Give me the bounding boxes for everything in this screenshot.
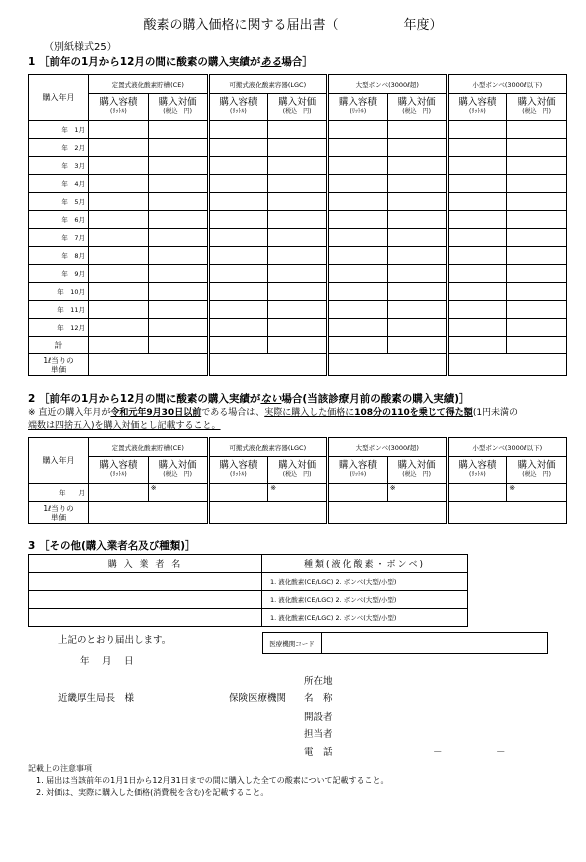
unit-price-cell[interactable] — [208, 502, 328, 524]
price-header — [268, 94, 328, 121]
price-cell[interactable] — [148, 283, 208, 301]
unit-price-label — [29, 354, 89, 376]
table-row — [29, 175, 567, 193]
capacity-cell[interactable] — [328, 265, 388, 283]
row-label: 年 1月 — [29, 121, 89, 139]
row-label: 年 3月 — [29, 157, 89, 175]
price-header — [507, 457, 567, 484]
price-cell[interactable] — [148, 337, 208, 354]
price-cell[interactable] — [387, 211, 447, 229]
capacity-cell[interactable] — [208, 484, 268, 502]
row-label: 年 8月 — [29, 247, 89, 265]
capacity-cell[interactable] — [447, 337, 507, 354]
price-label: 購入対価 — [158, 460, 197, 471]
table-row — [29, 301, 567, 319]
category-header: 小型ボンベ(3000ℓ以下) — [447, 438, 567, 457]
row-label-header: 購入年月 — [29, 438, 89, 484]
row-label: 年 2月 — [29, 139, 89, 157]
founder-label: 開設者 — [304, 712, 333, 723]
capacity-cell[interactable] — [89, 121, 149, 139]
row-label: 年 7月 — [29, 229, 89, 247]
price-cell[interactable] — [507, 229, 567, 247]
price-cell[interactable] — [507, 283, 567, 301]
capacity-cell[interactable] — [208, 337, 268, 354]
capacity-cell[interactable] — [328, 319, 388, 337]
vendor-row — [29, 591, 468, 609]
price-label: 購入対価 — [517, 460, 556, 471]
person-label: 担当者 — [304, 729, 333, 740]
capacity-cell[interactable] — [328, 247, 388, 265]
address-label: 所在地 — [304, 676, 333, 687]
kind-cell[interactable]: 1. 液化酸素(CE/LGC) 2. ボンベ(大型/小型) — [262, 591, 468, 609]
capacity-cell[interactable] — [328, 175, 388, 193]
table-row — [29, 319, 567, 337]
capacity-cell[interactable] — [208, 229, 268, 247]
unit-price-cell[interactable] — [328, 502, 448, 524]
price-label: 購入対価 — [278, 460, 317, 471]
capacity-cell[interactable] — [89, 337, 149, 354]
price-cell[interactable]: ※ — [148, 484, 208, 502]
unit-price-label-line: 単価 — [51, 512, 66, 522]
capacity-header — [328, 457, 388, 484]
institution-label: 保険医療機関 — [229, 693, 287, 704]
vendor-header-row — [29, 555, 468, 573]
price-header — [148, 94, 208, 121]
price-cell[interactable] — [507, 193, 567, 211]
price-cell[interactable] — [268, 175, 328, 193]
price-cell[interactable] — [268, 301, 328, 319]
price-cell[interactable] — [387, 139, 447, 157]
vendor-row — [29, 609, 468, 627]
capacity-label: 購入容積 — [338, 460, 377, 471]
price-cell[interactable] — [148, 265, 208, 283]
capacity-cell[interactable] — [208, 247, 268, 265]
price-cell[interactable] — [507, 139, 567, 157]
table-row — [29, 229, 567, 247]
form-number: （別紙様式25） — [44, 42, 117, 53]
capacity-cell[interactable] — [208, 265, 268, 283]
row-label: 年 月 — [29, 484, 89, 502]
purchase-table-2 — [28, 437, 567, 524]
unit-price-cell[interactable] — [89, 502, 209, 524]
row-label: 年 9月 — [29, 265, 89, 283]
header-row — [29, 75, 567, 94]
subheader-row — [29, 457, 567, 484]
vendor-table — [28, 554, 468, 627]
capacity-header — [328, 94, 388, 121]
capacity-unit: (ﾘｯﾄﾙ) — [230, 471, 247, 478]
header-row — [29, 438, 567, 457]
capacity-cell[interactable] — [328, 229, 388, 247]
capacity-cell[interactable] — [447, 157, 507, 175]
capacity-cell[interactable] — [89, 175, 149, 193]
capacity-cell[interactable] — [208, 319, 268, 337]
price-unit: (税込 円) — [522, 108, 551, 115]
price-label: 購入対価 — [278, 97, 317, 108]
table-row — [29, 247, 567, 265]
price-cell[interactable]: ※ — [268, 484, 328, 502]
vendor-name-cell[interactable] — [29, 591, 262, 609]
table-row — [29, 121, 567, 139]
price-cell[interactable] — [268, 157, 328, 175]
capacity-cell[interactable] — [328, 337, 388, 354]
price-cell[interactable] — [387, 229, 447, 247]
price-cell[interactable] — [387, 121, 447, 139]
table-row — [29, 484, 567, 502]
price-header — [387, 94, 447, 121]
price-cell[interactable] — [268, 139, 328, 157]
category-header: 大型ボンベ(3000ℓ超) — [328, 438, 448, 457]
capacity-cell[interactable] — [208, 139, 268, 157]
row-label: 年 6月 — [29, 211, 89, 229]
document-title: 酸素の購入価格に関する届出書（ 年度） — [143, 18, 443, 33]
price-label: 購入対価 — [397, 460, 436, 471]
row-label: 年 11月 — [29, 301, 89, 319]
table-row — [29, 211, 567, 229]
price-cell[interactable] — [268, 121, 328, 139]
capacity-label: 購入容積 — [99, 97, 138, 108]
price-cell[interactable]: ※ — [507, 484, 567, 502]
kind-cell[interactable]: 1. 液化酸素(CE/LGC) 2. ボンベ(大型/小型) — [262, 573, 468, 591]
vendor-name-cell[interactable] — [29, 609, 262, 627]
note-item: 1. 届出は当該前年の1月1日から12月31日までの間に購入した全ての酸素について記載すること。 — [36, 776, 389, 785]
capacity-cell[interactable] — [208, 157, 268, 175]
price-label: 購入対価 — [158, 97, 197, 108]
price-cell[interactable] — [268, 319, 328, 337]
price-header — [507, 94, 567, 121]
price-unit: (税込 円) — [402, 108, 431, 115]
price-unit: (税込 円) — [402, 471, 431, 478]
table-row — [29, 157, 567, 175]
notes — [28, 763, 389, 799]
price-cell[interactable]: ※ — [387, 484, 447, 502]
capacity-cell[interactable] — [328, 157, 388, 175]
price-cell[interactable] — [387, 247, 447, 265]
row-label: 年 4月 — [29, 175, 89, 193]
price-cell[interactable] — [148, 247, 208, 265]
price-header — [268, 457, 328, 484]
price-cell[interactable] — [387, 265, 447, 283]
capacity-cell[interactable] — [447, 229, 507, 247]
price-cell[interactable] — [507, 319, 567, 337]
capacity-unit: (ﾘｯﾄﾙ) — [349, 108, 367, 115]
price-unit: (税込 円) — [522, 471, 551, 478]
capacity-unit: (ﾘｯﾄﾙ) — [469, 108, 486, 115]
price-unit: (税込 円) — [163, 108, 192, 115]
price-cell[interactable] — [268, 229, 328, 247]
capacity-cell[interactable] — [447, 247, 507, 265]
price-cell[interactable] — [148, 193, 208, 211]
capacity-cell[interactable] — [447, 301, 507, 319]
capacity-cell[interactable] — [208, 175, 268, 193]
table-row — [29, 193, 567, 211]
declaration-text: 上記のとおり届出します。 — [58, 635, 172, 646]
institution-code-field[interactable] — [322, 633, 547, 653]
capacity-header — [447, 94, 507, 121]
capacity-cell[interactable] — [89, 229, 149, 247]
date-field[interactable]: 年 月 日 — [80, 656, 134, 667]
price-cell[interactable] — [387, 337, 447, 354]
note-item: 2. 対価は、実際に購入した価格(消費税を含む)を記載すること。 — [36, 788, 269, 797]
capacity-cell[interactable] — [89, 265, 149, 283]
institution-code-box — [262, 632, 548, 654]
section-3-title: 3 ［その他(購入業者名及び種類)］ — [28, 540, 196, 552]
unit-price-cell[interactable] — [447, 502, 567, 524]
capacity-cell[interactable] — [447, 175, 507, 193]
capacity-cell[interactable] — [328, 484, 388, 502]
capacity-cell[interactable] — [328, 283, 388, 301]
capacity-header — [89, 457, 149, 484]
category-header: 小型ボンベ(3000ℓ以下) — [447, 75, 567, 94]
price-cell[interactable] — [268, 265, 328, 283]
capacity-label: 購入容積 — [458, 97, 497, 108]
price-unit: (税込 円) — [282, 108, 312, 115]
price-cell[interactable] — [148, 229, 208, 247]
category-header: 定置式液化酸素貯槽(CE) — [89, 438, 209, 457]
capacity-cell[interactable] — [89, 247, 149, 265]
price-cell[interactable] — [387, 175, 447, 193]
capacity-cell[interactable] — [89, 484, 149, 502]
price-unit: (税込 円) — [163, 471, 192, 478]
price-header — [148, 457, 208, 484]
unit-price-cell[interactable] — [328, 354, 448, 376]
table-row — [29, 337, 567, 354]
price-unit: (税込 円) — [282, 471, 312, 478]
capacity-unit: (ﾘｯﾄﾙ) — [230, 108, 247, 115]
capacity-cell[interactable] — [89, 283, 149, 301]
row-label: 年 10月 — [29, 283, 89, 301]
price-cell[interactable] — [268, 193, 328, 211]
capacity-label: 購入容積 — [219, 460, 258, 471]
phone-dash-1: － — [433, 747, 443, 758]
price-label: 購入対価 — [517, 97, 556, 108]
unit-price-cell[interactable] — [208, 354, 328, 376]
price-cell[interactable] — [507, 121, 567, 139]
price-cell[interactable] — [387, 319, 447, 337]
phone-label: 電 話 — [304, 747, 333, 758]
capacity-header — [89, 94, 149, 121]
kind-col-header: 種類(液化酸素・ボンベ) — [262, 555, 468, 573]
vendor-col-header: 購 入 業 者 名 — [29, 555, 262, 573]
price-cell[interactable] — [507, 247, 567, 265]
unit-price-cell[interactable] — [89, 354, 209, 376]
capacity-cell[interactable] — [89, 301, 149, 319]
purchase-table-1 — [28, 74, 567, 376]
capacity-cell[interactable] — [447, 211, 507, 229]
unit-price-label-line: 1ℓ当りの — [43, 503, 74, 513]
row-label-header: 購入年月 — [29, 75, 89, 121]
capacity-cell[interactable] — [89, 193, 149, 211]
row-label: 年 12月 — [29, 319, 89, 337]
table-row — [29, 265, 567, 283]
capacity-cell[interactable] — [208, 121, 268, 139]
price-cell[interactable] — [387, 283, 447, 301]
section-2-note: ※ 直近の購入年月が令和元年9月30日以前である場合は、実際に購入した価格に108分の110を乗じて得た額(1円未満の 端数は四捨五入)を購入対価とし記載すること。 — [28, 408, 519, 431]
price-cell[interactable] — [148, 175, 208, 193]
price-cell[interactable] — [387, 301, 447, 319]
capacity-cell[interactable] — [208, 301, 268, 319]
capacity-header — [447, 457, 507, 484]
capacity-cell[interactable] — [328, 139, 388, 157]
unit-price-label-line: 1ℓ当りの — [43, 355, 74, 365]
kind-cell[interactable]: 1. 液化酸素(CE/LGC) 2. ボンベ(大型/小型) — [262, 609, 468, 627]
capacity-cell[interactable] — [328, 193, 388, 211]
notes-heading: 記載上の注意事項 — [28, 764, 92, 773]
price-cell[interactable] — [268, 283, 328, 301]
price-cell[interactable] — [507, 265, 567, 283]
capacity-cell[interactable] — [447, 265, 507, 283]
capacity-label: 購入容積 — [338, 97, 377, 108]
capacity-cell[interactable] — [89, 157, 149, 175]
price-cell[interactable] — [507, 211, 567, 229]
capacity-cell[interactable] — [328, 211, 388, 229]
vendor-row — [29, 573, 468, 591]
capacity-cell[interactable] — [89, 211, 149, 229]
capacity-header — [208, 457, 268, 484]
price-cell[interactable] — [268, 337, 328, 354]
capacity-cell[interactable] — [328, 121, 388, 139]
capacity-unit: (ﾘｯﾄﾙ) — [110, 471, 127, 478]
institution-code-label: 医療機関コード — [263, 633, 322, 653]
category-header: 大型ボンベ(3000ℓ超) — [328, 75, 448, 94]
capacity-cell[interactable] — [447, 139, 507, 157]
phone-dash-2: － — [496, 747, 506, 758]
unit-price-label — [29, 502, 89, 524]
price-cell[interactable] — [507, 175, 567, 193]
price-cell[interactable] — [148, 157, 208, 175]
capacity-label: 購入容積 — [219, 97, 258, 108]
table-row — [29, 139, 567, 157]
price-cell[interactable] — [148, 319, 208, 337]
capacity-unit: (ﾘｯﾄﾙ) — [349, 471, 367, 478]
addressee: 近畿厚生局長 様 — [58, 693, 135, 704]
price-cell[interactable] — [268, 247, 328, 265]
capacity-cell[interactable] — [447, 193, 507, 211]
section-1-title: 1 ［前年の1月から12月の間に酸素の購入実績がある場合］ — [28, 56, 313, 68]
unit-price-row — [29, 354, 567, 376]
price-cell[interactable] — [148, 121, 208, 139]
capacity-cell[interactable] — [208, 283, 268, 301]
capacity-unit: (ﾘｯﾄﾙ) — [110, 108, 127, 115]
price-cell[interactable] — [268, 211, 328, 229]
row-label: 年 5月 — [29, 193, 89, 211]
row-label: 計 — [29, 337, 89, 354]
capacity-cell[interactable] — [447, 121, 507, 139]
capacity-cell[interactable] — [89, 319, 149, 337]
capacity-cell[interactable] — [447, 283, 507, 301]
price-label: 購入対価 — [397, 97, 436, 108]
category-header: 可搬式液化酸素容器(LGC) — [208, 75, 328, 94]
price-cell[interactable] — [387, 193, 447, 211]
capacity-unit: (ﾘｯﾄﾙ) — [469, 471, 486, 478]
category-header: 可搬式液化酸素容器(LGC) — [208, 438, 328, 457]
price-cell[interactable] — [148, 211, 208, 229]
unit-price-cell[interactable] — [447, 354, 567, 376]
subheader-row — [29, 94, 567, 121]
section-2-title: 2 ［前年の1月から12月の間に酸素の購入実績がない場合(当該診療月前の酸素の購入実績)］ — [28, 393, 470, 405]
name-label: 名 称 — [304, 693, 333, 704]
price-cell[interactable] — [148, 139, 208, 157]
price-cell[interactable] — [507, 301, 567, 319]
capacity-label: 購入容積 — [99, 460, 138, 471]
unit-price-row — [29, 502, 567, 524]
vendor-name-cell[interactable] — [29, 573, 262, 591]
unit-price-label-line: 単価 — [51, 364, 66, 374]
capacity-cell[interactable] — [447, 319, 507, 337]
capacity-cell[interactable] — [89, 139, 149, 157]
price-cell[interactable] — [387, 157, 447, 175]
price-header — [387, 457, 447, 484]
capacity-cell[interactable] — [447, 484, 507, 502]
capacity-header — [208, 94, 268, 121]
table-row — [29, 283, 567, 301]
price-cell[interactable] — [148, 301, 208, 319]
category-header: 定置式液化酸素貯槽(CE) — [89, 75, 209, 94]
capacity-cell[interactable] — [208, 193, 268, 211]
capacity-label: 購入容積 — [458, 460, 497, 471]
capacity-cell[interactable] — [208, 211, 268, 229]
price-cell[interactable] — [507, 337, 567, 354]
capacity-cell[interactable] — [328, 301, 388, 319]
price-cell[interactable] — [507, 157, 567, 175]
